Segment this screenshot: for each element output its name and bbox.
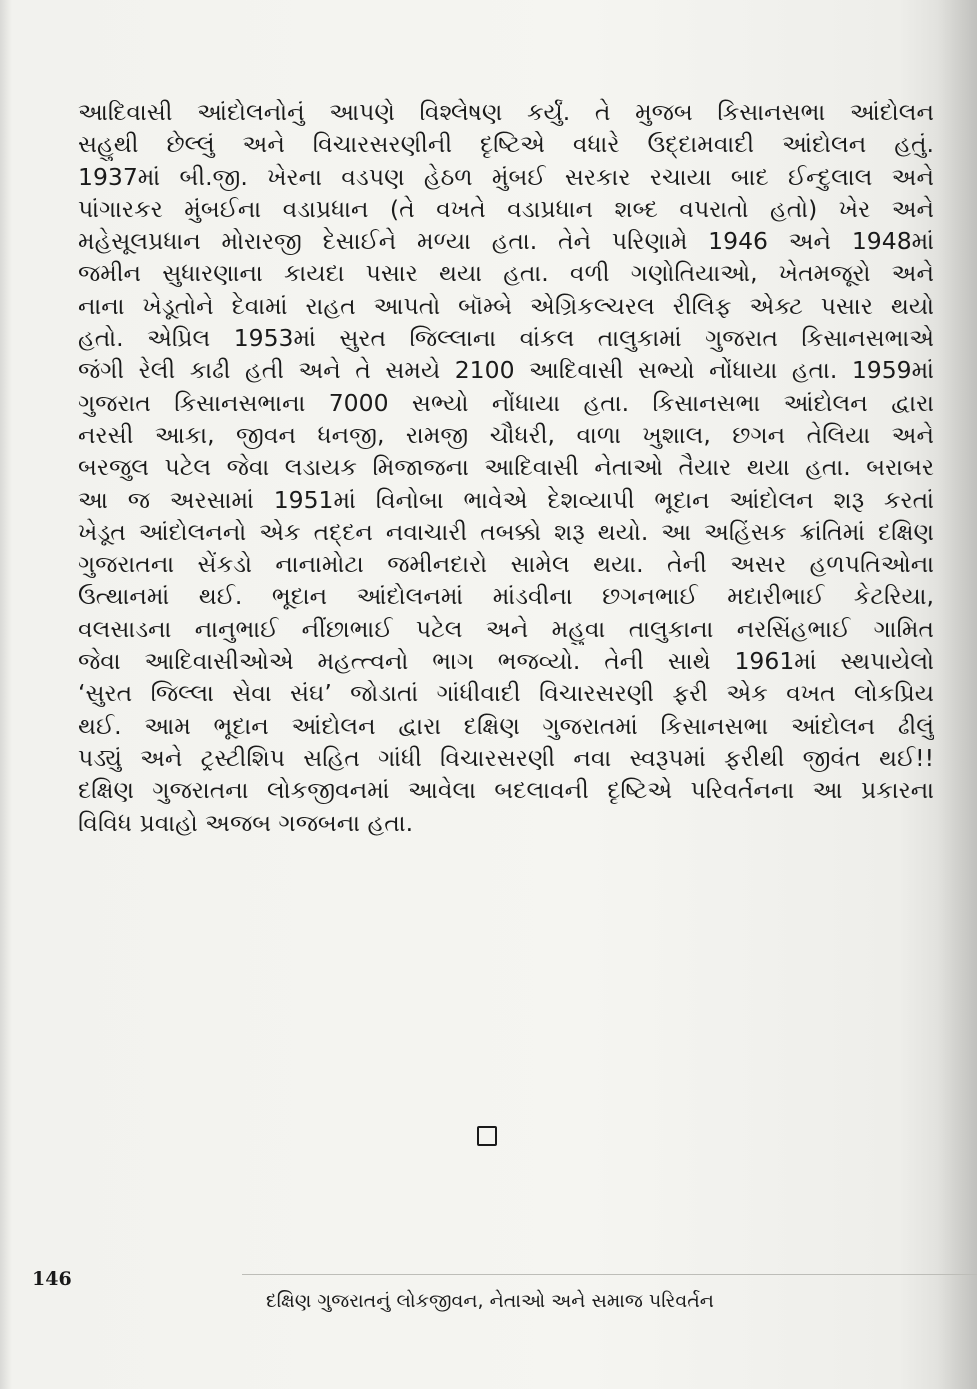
body-line-11: નરસી આકા, જીવન ધનજી, રામજી ચૌધરી, વાળા ખુશાલ, છગન તેલિયા અને [78,420,934,449]
body-line-3: 1937માં બી.જી. ખેરના વડપણ હેઠળ મુંબઈ સરકાર રચાયા બાદ ઈન્દુલાલ અને [78,162,934,191]
body-line-17: વલસાડના નાનુભાઈ નીંછાભાઈ પટેલ અને મહુવા તાલુકાના નરસિંહભાઈ ગામિત [78,614,934,643]
end-of-chapter-square-icon [477,1126,497,1146]
body-line-18: જેવા આદિવાસીઓએ મહત્ત્વનો ભાગ ભજવ્યો. તેની સાથે 1961માં સ્થપાયેલો [78,647,934,676]
body-line-6: જમીન સુધારણાના કાયદા પસાર થયા હતા. વળી ગણોતિયાઓ, ખેતમજૂરો અને [78,259,934,288]
body-line-14: ખેડૂત આંદોલનનો એક તદ્દન નવાચારી તબક્કો શરૂ થયો. આ અહિંસક ક્રાંતિમાં દક્ષિણ [78,517,934,546]
body-line-2: સહુથી છેલ્લું અને વિચારસરણીની દૃષ્ટિએ વધારે ઉદ્દામવાદી આંદોલન હતું. [78,130,934,159]
body-line-1: આદિવાસી આંદોલનોનું આપણે વિશ્લેષણ કર્યું. તે મુજબ કિસાનસભા આંદોલન [78,98,934,126]
body-line-10: ગુજરાત કિસાનસભાના 7000 સભ્યો નોંધાયા હતા. કિસાનસભા આંદોલન દ્વારા [78,388,934,417]
page-gutter-shadow [0,0,12,1389]
body-line-16: ઉત્થાનમાં થઈ. ભૂદાન આંદોલનમાં માંડવીના છગનભાઈ મદારીભાઈ કેટરિયા, [78,582,934,611]
body-line-12: બરજુલ પટેલ જેવા લડાયક મિજાજના આદિવાસી નેતાઓ તૈયાર થયા હતા. બરાબર [78,453,934,482]
body-line-9: જંગી રેલી કાઢી હતી અને તે સમયે 2100 આદિવાસી સભ્યો નોંધાયા હતા. 1959માં [78,356,934,385]
footer-divider [242,1274,977,1275]
body-line-7: નાના ખેડૂતોને દેવામાં રાહત આપતો બૉમ્બે એગ્રિકલ્ચરલ રીલિફ એક્ટ પસાર થયો [78,291,934,320]
page-edge-shadow [937,0,977,1389]
body-line-21: પડ્યું અને ટ્રસ્ટીશિપ સહિત ગાંધી વિચારસરણી નવા સ્વરૂપમાં ફરીથી જીવંત થઈ!! [78,743,934,772]
running-footer-title: દક્ષિણ ગુજરાતનું લોકજીવન, નેતાઓ અને સમાજ પરિવર્તન [266,1290,714,1312]
body-paragraph [78,96,934,839]
page-number: 146 [32,1268,72,1290]
body-line-8: હતો. એપ્રિલ 1953માં સુરત જિલ્લાના વાંકલ તાલુકામાં ગુજરાત કિસાનસભાએ [78,324,934,353]
body-line-13: આ જ અરસામાં 1951માં વિનોબા ભાવેએ દેશવ્યાપી ભૂદાન આંદોલન શરૂ કરતાં [78,485,934,514]
body-line-5: મહેસૂલપ્રધાન મોરારજી દેસાઈને મળ્યા હતા. તેને પરિણામે 1946 અને 1948માં [78,227,934,256]
body-line-19: ‘સુરત જિલ્લા સેવા સંઘ’ જોડાતાં ગાંધીવાદી વિચારસરણી ફરી એક વખત લોકપ્રિય [78,679,934,708]
body-line-22: દક્ષિણ ગુજરાતના લોકજીવનમાં આવેલા બદલાવની દૃષ્ટિએ પરિવર્તનના આ પ્રકારના [78,776,934,805]
body-line-20: થઈ. આમ ભૂદાન આંદોલન દ્વારા દક્ષિણ ગુજરાતમાં કિસાનસભા આંદોલન ઢીલું [78,711,934,740]
body-line-15: ગુજરાતના સેંકડો નાનામોટા જમીનદારો સામેલ થયા. તેની અસર હળપતિઓના [78,550,934,579]
body-line-4: પાંગારકર મુંબઈના વડાપ્રધાન (તે વખતે વડાપ્રધાન શબ્દ વપરાતો હતો) ખેર અને [78,194,934,223]
body-line-23: વિવિધ પ્રવાહો અજબ ગજબના હતા. [78,808,414,837]
